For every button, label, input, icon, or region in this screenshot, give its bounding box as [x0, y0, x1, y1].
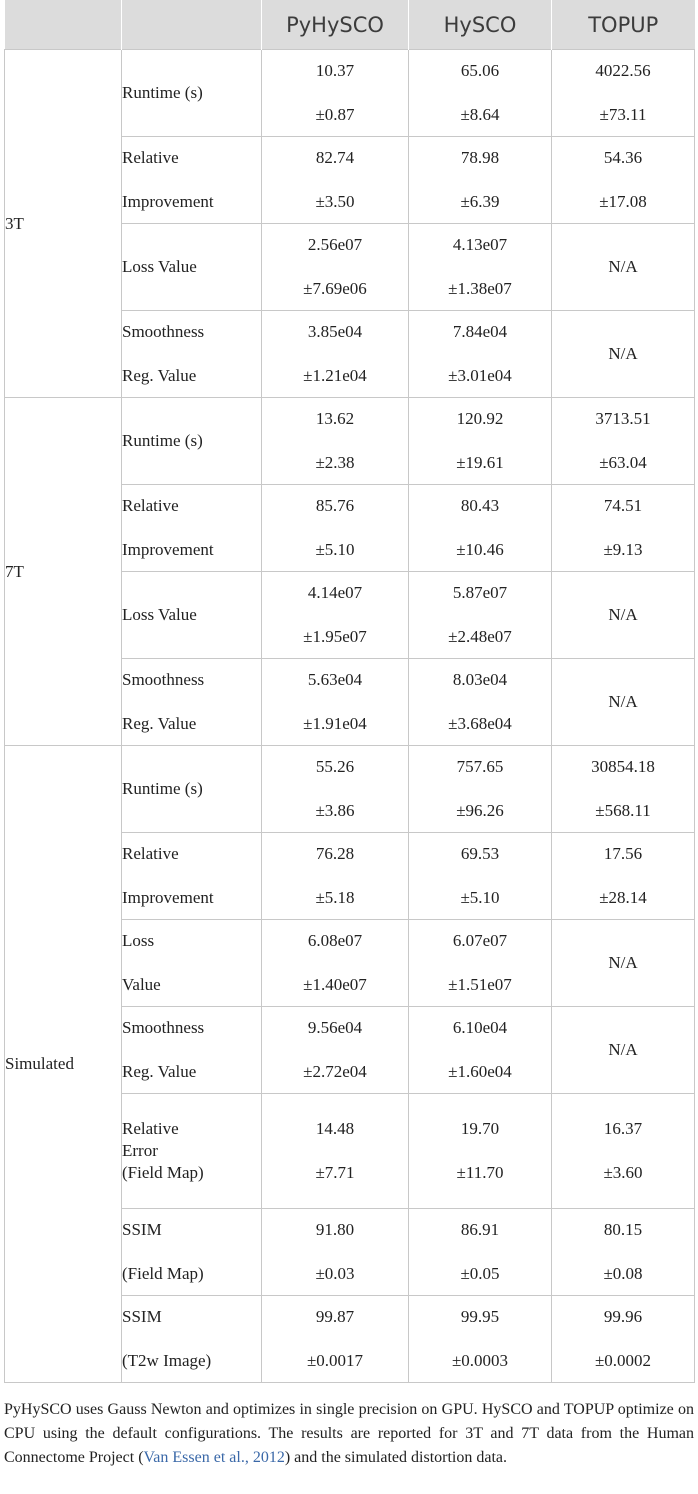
pyhysco-mean: 9.56e04: [307, 1018, 363, 1037]
metric-label: Relative: [122, 1119, 179, 1138]
hysco-cell: [409, 1296, 552, 1383]
hysco-cell: [409, 398, 552, 485]
hysco-std: ±96.26: [456, 801, 504, 820]
hysco-std: ±1.60e04: [448, 1062, 512, 1081]
topup-cell: [552, 833, 695, 920]
topup-cell: [552, 50, 695, 137]
pyhysco-std: ±3.86: [315, 801, 355, 820]
metric-label: Runtime (s): [122, 431, 203, 450]
pyhysco-cell: [262, 485, 409, 572]
metric-label-cell: [122, 746, 262, 833]
pyhysco-std: ±7.69e06: [303, 279, 367, 298]
table-row: [5, 746, 695, 833]
hysco-mean: 7.84e04: [452, 322, 508, 341]
metric-label: (Field Map): [122, 1163, 204, 1182]
metric-label-cell: [122, 1094, 262, 1209]
topup-std: ±568.11: [595, 801, 651, 820]
pyhysco-std: ±0.03: [315, 1264, 355, 1283]
topup-cell: [552, 1094, 695, 1209]
pyhysco-std: ±3.50: [315, 192, 355, 211]
metric-label: SSIM: [122, 1220, 162, 1239]
hysco-std: ±10.46: [456, 540, 504, 559]
pyhysco-std: ±1.21e04: [303, 366, 367, 385]
pyhysco-mean: 6.08e07: [307, 931, 363, 950]
topup-mean: 17.56: [603, 844, 643, 863]
metric-label: Runtime (s): [122, 83, 203, 102]
pyhysco-std: ±2.38: [315, 453, 355, 472]
pyhysco-cell: [262, 398, 409, 485]
metric-label-cell: [122, 833, 262, 920]
pyhysco-cell: [262, 50, 409, 137]
hysco-mean: 6.10e04: [452, 1018, 508, 1037]
hysco-cell: [409, 485, 552, 572]
topup-mean: 3713.51: [595, 409, 651, 428]
hysco-mean: 69.53: [460, 844, 500, 863]
pyhysco-mean: 13.62: [315, 409, 355, 428]
table-row: [5, 50, 695, 137]
pyhysco-cell: [262, 1094, 409, 1209]
topup-mean: 4022.56: [595, 61, 651, 80]
metric-label: SSIM: [122, 1307, 162, 1326]
cell-spacer: [552, 1140, 694, 1162]
topup-value: N/A: [608, 344, 638, 363]
table-body: [5, 50, 695, 1383]
metric-label: Runtime (s): [122, 779, 203, 798]
pyhysco-mean: 85.76: [315, 496, 355, 515]
pyhysco-mean: 55.26: [315, 757, 355, 776]
hysco-std: ±3.68e04: [448, 714, 512, 733]
pyhysco-cell: [262, 746, 409, 833]
hysco-cell: [409, 50, 552, 137]
pyhysco-mean: 91.80: [315, 1220, 355, 1239]
metric-label: Smoothness: [122, 1018, 205, 1037]
pyhysco-std: ±0.0017: [306, 1351, 364, 1370]
hysco-mean: 99.95: [460, 1307, 500, 1326]
topup-value: N/A: [608, 953, 638, 972]
topup-cell: [552, 311, 695, 398]
hysco-mean: 120.92: [456, 409, 504, 428]
metric-label: Reg. Value: [122, 714, 197, 733]
topup-mean: 54.36: [603, 148, 643, 167]
topup-cell: [552, 1007, 695, 1094]
topup-cell: [552, 920, 695, 1007]
topup-cell: [552, 224, 695, 311]
topup-std: ±28.14: [599, 888, 647, 907]
metric-label: Value: [122, 975, 161, 994]
topup-std: ±73.11: [599, 105, 647, 124]
topup-value: N/A: [608, 692, 638, 711]
hysco-cell: [409, 920, 552, 1007]
hysco-std: ±6.39: [460, 192, 500, 211]
header-metric: [122, 0, 262, 50]
topup-cell: [552, 746, 695, 833]
cell-spacer: [409, 1140, 551, 1162]
topup-mean: 74.51: [603, 496, 643, 515]
hysco-mean: 8.03e04: [452, 670, 508, 689]
pyhysco-cell: [262, 1007, 409, 1094]
topup-std: ±3.60: [603, 1163, 643, 1182]
metric-label: Improvement: [122, 888, 214, 907]
hysco-mean: 4.13e07: [452, 235, 508, 254]
metric-label-cell: [122, 485, 262, 572]
pyhysco-cell: [262, 311, 409, 398]
pyhysco-std: ±1.91e04: [303, 714, 367, 733]
pyhysco-cell: [262, 833, 409, 920]
metric-label-cell: [122, 572, 262, 659]
hysco-std: ±19.61: [456, 453, 504, 472]
metric-label-cell: [122, 1296, 262, 1383]
topup-cell: [552, 572, 695, 659]
metric-label-cell: [122, 920, 262, 1007]
pyhysco-mean: 3.85e04: [307, 322, 363, 341]
hysco-mean: 86.91: [460, 1220, 500, 1239]
hysco-cell: [409, 833, 552, 920]
metric-label: Improvement: [122, 192, 214, 211]
metric-label: Relative: [122, 844, 179, 863]
pyhysco-cell: [262, 224, 409, 311]
hysco-mean: 5.87e07: [452, 583, 508, 602]
metric-label: (Field Map): [122, 1264, 204, 1283]
hysco-cell: [409, 1209, 552, 1296]
group-label: 3T: [5, 50, 122, 398]
pyhysco-std: ±5.10: [315, 540, 355, 559]
topup-cell: [552, 1296, 695, 1383]
pyhysco-mean: 99.87: [315, 1307, 355, 1326]
topup-mean: 99.96: [603, 1307, 643, 1326]
topup-std: ±0.0002: [594, 1351, 652, 1370]
header-group: [5, 0, 122, 50]
topup-mean: 30854.18: [591, 757, 655, 776]
pyhysco-std: ±2.72e04: [303, 1062, 367, 1081]
hysco-mean: 65.06: [460, 61, 500, 80]
hysco-std: ±5.10: [460, 888, 500, 907]
hysco-cell: [409, 137, 552, 224]
group-label: Simulated: [5, 746, 122, 1383]
caption-citation-link[interactable]: Van Essen et al., 2012: [143, 1449, 285, 1466]
hysco-std: ±8.64: [460, 105, 500, 124]
hysco-std: ±1.38e07: [448, 279, 512, 298]
topup-cell: [552, 137, 695, 224]
hysco-std: ±1.51e07: [448, 975, 512, 994]
hysco-mean: 80.43: [460, 496, 500, 515]
topup-cell: [552, 1209, 695, 1296]
metric-label-cell: [122, 1209, 262, 1296]
topup-mean: 16.37: [603, 1119, 643, 1138]
metric-label-cell: [122, 659, 262, 746]
pyhysco-mean: 82.74: [315, 148, 355, 167]
hysco-cell: [409, 1094, 552, 1209]
hysco-cell: [409, 572, 552, 659]
pyhysco-cell: [262, 1209, 409, 1296]
topup-std: ±9.13: [603, 540, 643, 559]
pyhysco-cell: [262, 1296, 409, 1383]
hysco-std: ±3.01e04: [448, 366, 512, 385]
cell-spacer: [262, 1140, 408, 1162]
metric-label: Error: [122, 1141, 158, 1160]
metric-label-cell: [122, 137, 262, 224]
metric-label: Reg. Value: [122, 366, 197, 385]
topup-value: N/A: [608, 605, 638, 624]
hysco-cell: [409, 659, 552, 746]
hysco-mean: 78.98: [460, 148, 500, 167]
pyhysco-std: ±5.18: [315, 888, 355, 907]
metric-label: Smoothness: [122, 322, 205, 341]
topup-std: ±17.08: [599, 192, 647, 211]
hysco-mean: 6.07e07: [452, 931, 508, 950]
pyhysco-cell: [262, 572, 409, 659]
metric-label: Reg. Value: [122, 1062, 197, 1081]
topup-std: ±0.08: [603, 1264, 643, 1283]
hysco-std: ±11.70: [456, 1163, 504, 1182]
pyhysco-mean: 10.37: [315, 61, 355, 80]
pyhysco-mean: 4.14e07: [307, 583, 363, 602]
pyhysco-mean: 76.28: [315, 844, 355, 863]
pyhysco-std: ±1.40e07: [303, 975, 367, 994]
topup-cell: [552, 659, 695, 746]
topup-value: N/A: [608, 257, 638, 276]
header-pyhysco: PyHySCO: [262, 0, 409, 50]
topup-std: ±63.04: [599, 453, 647, 472]
topup-mean: 80.15: [603, 1220, 643, 1239]
metric-label: Smoothness: [122, 670, 205, 689]
metric-label-cell: [122, 224, 262, 311]
header-hysco: HySCO: [409, 0, 552, 50]
topup-cell: [552, 485, 695, 572]
caption-text-end: ) and the simulated distortion data.: [284, 1449, 507, 1466]
results-table: [4, 0, 695, 1383]
metric-label-cell: [122, 1007, 262, 1094]
header-topup: TOPUP: [552, 0, 695, 50]
metric-label-cell: [122, 311, 262, 398]
caption-text: PyHySCO uses Gauss Newton and optimizes in single precision on GPU. HySCO and TOPUP optimize on CPU using the default configurations. The results are reported for 3T and 7T data from the Human Connectome Project (: [4, 1401, 694, 1466]
topup-cell: [552, 398, 695, 485]
metric-label-cell: [122, 398, 262, 485]
topup-value: N/A: [608, 1040, 638, 1059]
pyhysco-mean: 5.63e04: [307, 670, 363, 689]
metric-label: Relative: [122, 496, 179, 515]
pyhysco-cell: [262, 920, 409, 1007]
metric-label: (T2w Image): [122, 1351, 212, 1370]
hysco-std: ±0.0003: [451, 1351, 509, 1370]
pyhysco-cell: [262, 137, 409, 224]
hysco-mean: 19.70: [460, 1119, 500, 1138]
pyhysco-mean: 14.48: [315, 1119, 355, 1138]
pyhysco-std: ±7.71: [315, 1163, 355, 1182]
header-row: [5, 0, 695, 50]
pyhysco-std: ±1.95e07: [303, 627, 367, 646]
metric-label: Relative: [122, 148, 179, 167]
table-caption: [4, 1398, 694, 1470]
hysco-mean: 757.65: [456, 757, 504, 776]
pyhysco-std: ±0.87: [315, 105, 355, 124]
hysco-std: ±0.05: [460, 1264, 500, 1283]
metric-label: Loss: [122, 931, 155, 950]
hysco-cell: [409, 311, 552, 398]
metric-label: Improvement: [122, 540, 214, 559]
group-label: 7T: [5, 398, 122, 746]
hysco-cell: [409, 1007, 552, 1094]
hysco-std: ±2.48e07: [448, 627, 512, 646]
metric-label-cell: [122, 50, 262, 137]
pyhysco-cell: [262, 659, 409, 746]
hysco-cell: [409, 224, 552, 311]
metric-label: Loss Value: [122, 605, 197, 624]
pyhysco-mean: 2.56e07: [307, 235, 363, 254]
metric-label: Loss Value: [122, 257, 197, 276]
table-row: [5, 398, 695, 485]
hysco-cell: [409, 746, 552, 833]
